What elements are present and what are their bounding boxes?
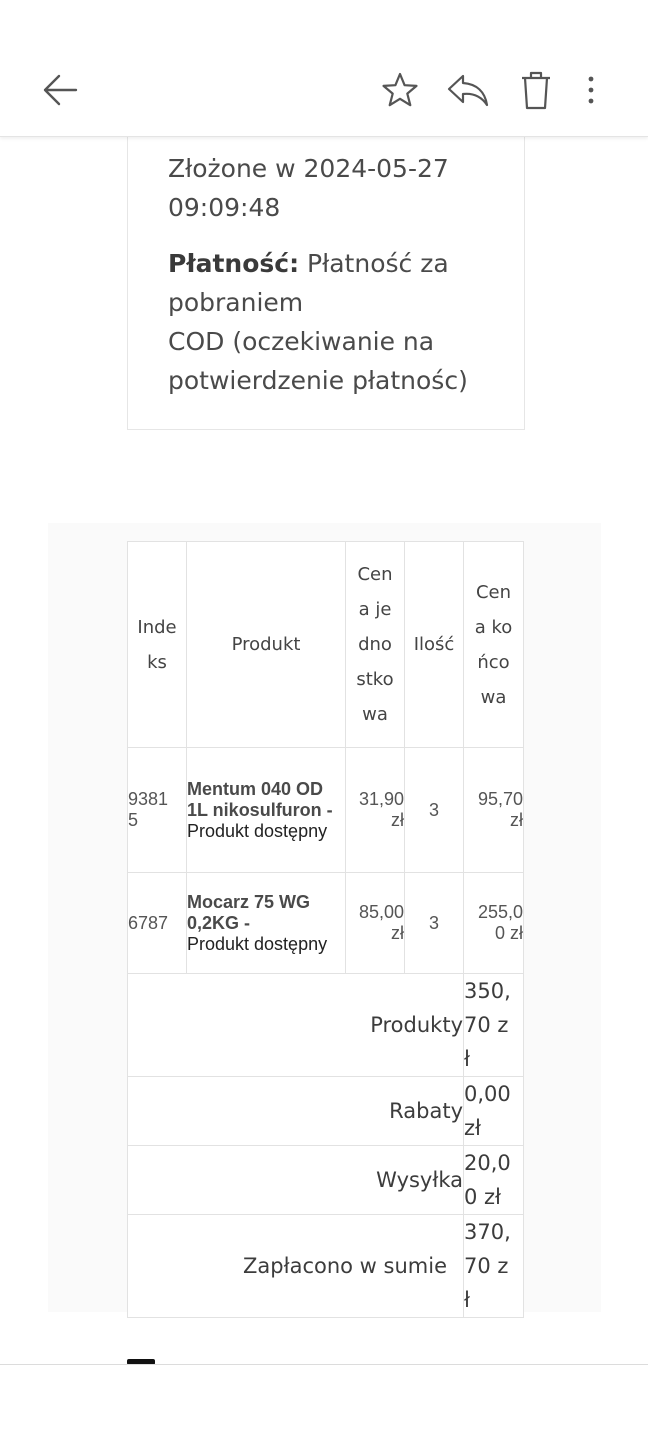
order-date: Złożone w 2024-05-27 09:09:48 xyxy=(168,154,449,222)
payment-info xyxy=(168,244,498,400)
row-qty: 3 xyxy=(405,873,464,974)
header-unit-price: Cena jednostkowa xyxy=(346,542,405,748)
order-items-section xyxy=(48,523,601,1312)
order-items-table xyxy=(127,541,524,1318)
summary-label: Zapłacono w sumie xyxy=(128,1215,464,1318)
header-product: Produkt xyxy=(187,542,346,748)
summary-row-products xyxy=(128,974,524,1077)
row-product-name: Mocarz 75 WG 0,2KG - xyxy=(187,891,311,933)
summary-label: Produkty xyxy=(128,974,464,1077)
arrow-left-icon[interactable] xyxy=(38,68,82,112)
header-total: Cena końcowa xyxy=(464,542,524,748)
summary-value: 0,00 zł xyxy=(464,1077,524,1146)
summary-row-total xyxy=(128,1215,524,1318)
summary-value: 20,00 zł xyxy=(464,1146,524,1215)
header-qty: Ilość xyxy=(405,542,464,748)
summary-value: 350,70 zł xyxy=(464,974,524,1077)
row-unit-price: 85,00 zł xyxy=(346,873,405,974)
order-details-box xyxy=(127,137,525,430)
payment-label: Płatność: xyxy=(168,249,300,278)
row-product[interactable] xyxy=(187,748,346,873)
reply-icon[interactable] xyxy=(444,68,492,112)
bottom-bar xyxy=(0,1364,648,1441)
summary-row-shipping xyxy=(128,1146,524,1215)
row-index: 93815 xyxy=(128,748,187,873)
row-index: 6787 xyxy=(128,873,187,974)
table-row xyxy=(128,748,524,873)
more-vert-icon[interactable] xyxy=(578,68,604,112)
header-index: Indeks xyxy=(128,542,187,748)
trash-icon[interactable] xyxy=(514,67,558,113)
row-unit-price: 31,90 zł xyxy=(346,748,405,873)
top-app-bar xyxy=(0,0,648,137)
summary-label: Rabaty xyxy=(128,1077,464,1146)
row-product-status: Produkt dostępny xyxy=(187,820,328,841)
table-header-row xyxy=(128,542,524,748)
star-outline-icon[interactable] xyxy=(378,68,422,112)
payment-note: COD (oczekiwanie na potwierdzenie płatnośc) xyxy=(168,327,468,395)
row-product-name: Mentum 040 OD 1L nikosulfuron - xyxy=(187,778,333,820)
email-body[interactable] xyxy=(0,137,648,1364)
row-product-status: Produkt dostępny xyxy=(187,933,328,954)
row-total: 255,00 zł xyxy=(464,873,524,974)
summary-label: Wysyłka xyxy=(128,1146,464,1215)
table-row xyxy=(128,873,524,974)
summary-value: 370,70 zł xyxy=(464,1215,524,1318)
summary-row-discounts xyxy=(128,1077,524,1146)
row-total: 95,70 zł xyxy=(464,748,524,873)
row-qty: 3 xyxy=(405,748,464,873)
payment-value: Płatność za pobraniem xyxy=(168,249,449,317)
row-product[interactable] xyxy=(187,873,346,974)
